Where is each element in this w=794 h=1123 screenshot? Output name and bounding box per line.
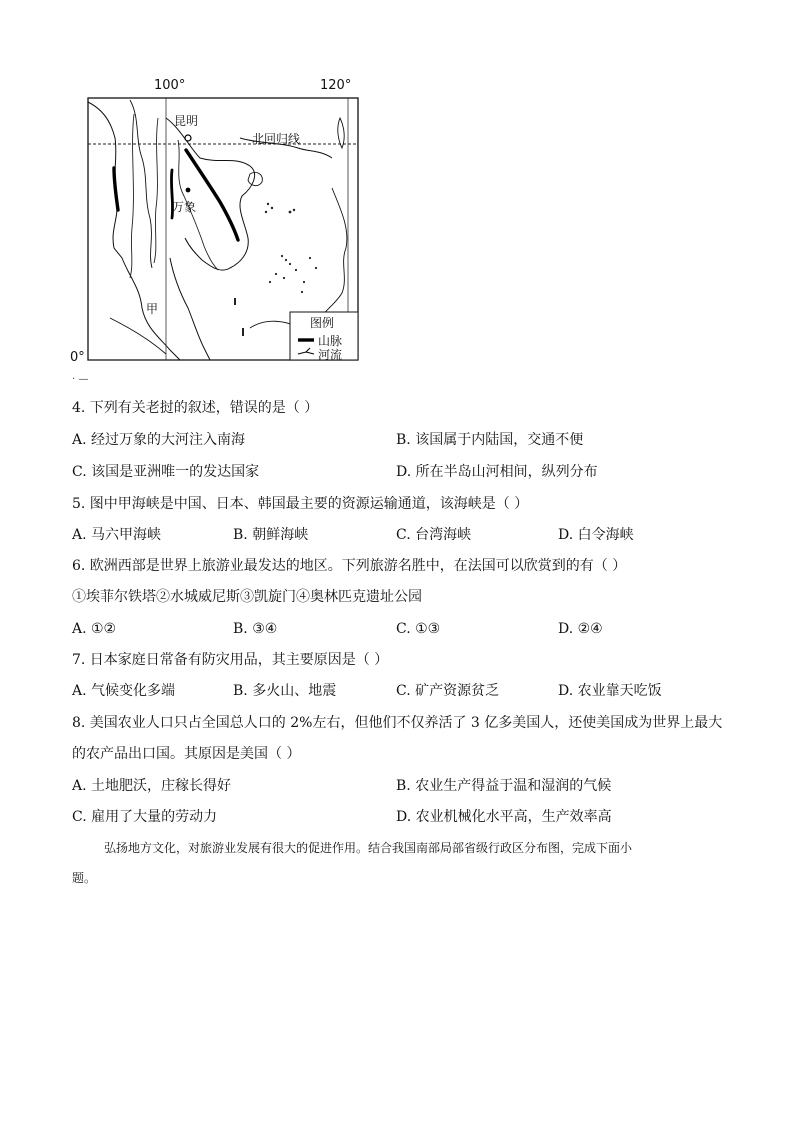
q8-option-c: C. 雇用了大量的劳动力 xyxy=(72,809,218,825)
q5-option-d: D. 白令海峡 xyxy=(558,527,634,543)
hainan-island xyxy=(248,172,262,185)
q4-option-c: C. 该国是亚洲唯一的发达国家 xyxy=(72,464,260,480)
question-7-stem: 7. 日本家庭日常备有防灾用品，其主要原因是（ ） xyxy=(72,652,389,668)
west-mountains xyxy=(114,168,118,210)
salween-river xyxy=(154,118,158,263)
q6-option-a: A. ①② xyxy=(72,621,117,637)
q4-option-d: D. 所在半岛山河相间，纵列分布 xyxy=(396,464,598,480)
indochina-coast xyxy=(166,118,255,270)
q6-option-b: B. ③④ xyxy=(233,621,278,637)
q7-option-b: B. 多火山、地震 xyxy=(233,683,337,699)
q4-option-b: B. 该国属于内陆国，交通不便 xyxy=(396,432,584,448)
q8-option-a: A. 土地肥沃，庄稼长得好 xyxy=(72,778,232,794)
q6-option-c: C. ①③ xyxy=(396,621,441,637)
lon-120-label: 120° xyxy=(320,78,352,93)
stray-mark: · — xyxy=(72,374,89,385)
q5-option-b: B. 朝鲜海峡 xyxy=(233,527,309,543)
q5-option-c: C. 台湾海峡 xyxy=(396,527,472,543)
legend-mountain-label: 山脉 xyxy=(318,334,343,348)
q7-option-c: C. 矿产资源贫乏 xyxy=(396,683,500,699)
q5-option-a: A. 马六甲海峡 xyxy=(72,527,162,543)
philippines-outline xyxy=(320,188,347,318)
kunming-marker xyxy=(185,135,191,141)
section-intro-line1: 弘扬地方文化，对旅游业发展有很大的促进作用。结合我国南部局部省级行政区分布图，完成下面小 xyxy=(104,841,633,855)
q8-option-d: D. 农业机械化水平高，生产效率高 xyxy=(396,809,612,825)
q6-option-d: D. ②④ xyxy=(558,621,603,637)
kunming-label: 昆明 xyxy=(174,114,199,128)
section-intro-line2: 题。 xyxy=(72,871,97,885)
tropic-label: 北回归线 xyxy=(252,132,301,146)
question-5-stem: 5. 图中甲海峡是中国、日本、韩国最主要的资源运输通道，该海峡是（ ） xyxy=(72,496,529,512)
irrawaddy-river xyxy=(130,114,134,278)
southeast-asia-map xyxy=(70,78,370,378)
question-6-items: ①埃菲尔铁塔②水城威尼斯③凯旋门④奥林匹克遗址公园 xyxy=(72,589,422,605)
annamite-mountains xyxy=(186,150,238,240)
legend-river-label: 河流 xyxy=(318,348,343,362)
vientiane-marker xyxy=(186,188,191,193)
q8-option-b: B. 农业生产得益于温和湿润的气候 xyxy=(396,778,612,794)
q7-option-d: D. 农业靠天吃饭 xyxy=(558,683,662,699)
question-8-stem-cont: 的农产品出口国。其原因是美国（ ） xyxy=(72,746,301,762)
malay-peninsula xyxy=(170,258,210,360)
lon-100-label: 100° xyxy=(154,78,186,93)
legend-title: 图例 xyxy=(310,316,335,330)
q4-option-a: A. 经过万象的大河注入南海 xyxy=(72,432,246,448)
question-6-stem: 6. 欧洲西部是世界上旅游业最发达的地区。下列旅游名胜中，在法国可以欣赏到的有（ ） xyxy=(72,558,627,574)
question-4-stem: 4. 下列有关老挝的叙述，错误的是（ ） xyxy=(72,400,319,416)
taiwan-island xyxy=(338,118,344,148)
vientiane-label: 万象 xyxy=(172,200,197,214)
question-8-stem: 8. 美国农业人口只占全国总人口的 2%左右，但他们不仅养活了 3 亿多美国人，还使美国成为世界上最大 xyxy=(72,715,723,731)
lat-0-label: 0° xyxy=(70,350,85,365)
q7-option-a: A. 气候变化多端 xyxy=(72,683,176,699)
strait-jia-label: 甲 xyxy=(146,302,159,316)
